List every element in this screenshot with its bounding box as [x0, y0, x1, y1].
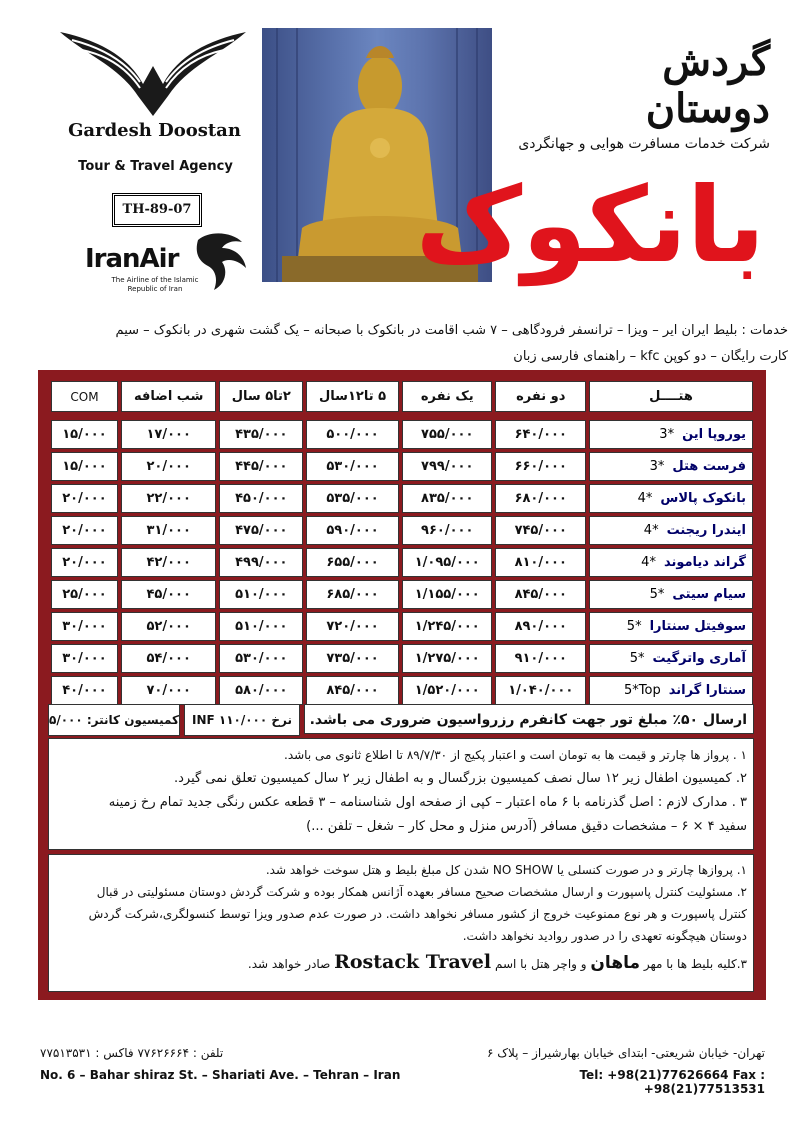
hotel-name: فرست هتل: [672, 459, 746, 474]
hotel-name-cell: [589, 484, 753, 513]
child-5-12-price: ۵۹۰/۰۰۰: [306, 516, 399, 545]
commission: ۱۵/۰۰۰: [51, 420, 118, 449]
hotel-name: ایندرا ریجنت: [666, 523, 746, 538]
child-2-5-price: ۵۱۰/۰۰۰: [219, 612, 303, 641]
double-price: ۶۴۰/۰۰۰: [495, 420, 586, 449]
child-5-12-price: ۵۳۵/۰۰۰: [306, 484, 399, 513]
term-4: سفید ۴ × ۶ – مشخصات دقیق مسافر (آدرس منزل و محل کار – شغل – تلفن ...): [306, 819, 747, 834]
commission: ۴۰/۰۰۰: [51, 676, 118, 705]
condition-5-pre: ۳.کلیه بلیط ها با مهر: [643, 957, 747, 971]
extra-night-price: ۵۴/۰۰۰: [121, 644, 216, 673]
hotel-name-cell: [589, 580, 753, 609]
child-2-5-price: ۴۴۵/۰۰۰: [219, 452, 303, 481]
commission: ۲۰/۰۰۰: [51, 516, 118, 545]
destination-title: بانکوک: [415, 164, 765, 286]
extra-night-price: ۲۲/۰۰۰: [121, 484, 216, 513]
child-2-5-price: ۴۵۰/۰۰۰: [219, 484, 303, 513]
double-price: ۱/۰۴۰/۰۰۰: [495, 676, 586, 705]
extra-night-price: ۳۱/۰۰۰: [121, 516, 216, 545]
airline-tagline: The Airline of the Islamic Republic of Iran: [111, 276, 199, 293]
header-child-5-12: ۵ تا۱۲سال: [306, 381, 399, 412]
hotel-name: سنتارا گراند: [668, 683, 746, 698]
mahan-airline: ماهان: [590, 953, 641, 973]
child-5-12-price: ۶۵۵/۰۰۰: [306, 548, 399, 577]
hotel-row: [51, 484, 753, 513]
double-price: ۹۱۰/۰۰۰: [495, 644, 586, 673]
company-wing-logo: [58, 26, 248, 118]
hotel-stars: 3*: [659, 427, 675, 442]
double-price: ۷۴۵/۰۰۰: [495, 516, 586, 545]
hotel-name-cell: [589, 612, 753, 641]
condition-5: [53, 951, 747, 975]
condition-1: ۱. پروازها چارتر و در صورت کنسلی یا NO SHOW شدن کل مبلغ بلیط و هتل سوخت خواهد شد.: [265, 863, 747, 877]
service-subtitle-fa: شرکت خدمات مسافرت هوایی و جهانگردی: [518, 136, 770, 152]
child-5-12-price: ۵۰۰/۰۰۰: [306, 420, 399, 449]
hotel-name: سیام سیتی: [672, 587, 746, 602]
hotel-row: [51, 612, 753, 641]
hotel-row: [51, 548, 753, 577]
commission: ۲۰/۰۰۰: [51, 548, 118, 577]
single-price: ۱/۱۵۵/۰۰۰: [402, 580, 493, 609]
counter-commission: کمیسیون کانتر: ۵/۰۰۰: [48, 704, 180, 736]
single-price: ۹۶۰/۰۰۰: [402, 516, 493, 545]
hotel-stars: 5*: [629, 651, 645, 666]
child-2-5-price: ۴۷۵/۰۰۰: [219, 516, 303, 545]
license-badge: TH-89-07: [112, 193, 202, 227]
single-price: ۱/۲۴۵/۰۰۰: [402, 612, 493, 641]
child-5-12-price: ۶۸۵/۰۰۰: [306, 580, 399, 609]
condition-2: ۲. مسئولیت کنترل پاسپورت و ارسال مشخصات صحیح مسافر بعهده آژانس همکار بوده و شرکت گردش دوستان مسئولیتی در قبال: [96, 885, 747, 899]
rostack-travel: Rostack Travel: [334, 951, 492, 973]
hotel-stars: 5*Top: [624, 683, 661, 698]
hotel-name: آماری واترگیت: [652, 651, 746, 666]
hotel-row: [51, 644, 753, 673]
iranair-homa-icon: [190, 230, 250, 292]
double-price: ۸۹۰/۰۰۰: [495, 612, 586, 641]
single-price: ۱/۲۷۵/۰۰۰: [402, 644, 493, 673]
term-3: ۳ . مدارک لازم : اصل گذرنامه با ۶ ماه اعتبار – کپی از صفحه اول شناسنامه – ۳ قطعه عکس رنگی جدید تمام رخ زمینه: [108, 795, 747, 810]
child-5-12-price: ۵۳۰/۰۰۰: [306, 452, 399, 481]
hotel-stars: 3*: [649, 459, 665, 474]
header-com: COM: [51, 381, 118, 412]
terms-box-2: [48, 854, 754, 992]
terms-box-1: [48, 738, 754, 850]
brand-title-fa: گردش دوستان: [645, 38, 770, 132]
extra-night-price: ۷۰/۰۰۰: [121, 676, 216, 705]
rates-header-row: [51, 381, 753, 412]
single-price: ۸۳۵/۰۰۰: [402, 484, 493, 513]
hotel-stars: 4*: [637, 491, 653, 506]
condition-5-mid: و واچر هتل با اسم: [494, 957, 587, 971]
header-single: یک نفره: [402, 381, 493, 412]
services-list: [20, 318, 788, 370]
extra-night-price: ۵۲/۰۰۰: [121, 612, 216, 641]
commission: ۲۵/۰۰۰: [51, 580, 118, 609]
double-price: ۶۸۰/۰۰۰: [495, 484, 586, 513]
hotel-row: [51, 516, 753, 545]
company-name: Gardesh Doostan: [68, 120, 241, 141]
term-2: ۲. کمیسیون اطفال زیر ۱۲ سال نصف کمیسیون بزرگسال و به اطفال زیر ۲ سال کمیسیون تعلق نمی گیرد.: [173, 771, 747, 786]
hotel-name-cell: [589, 644, 753, 673]
extra-night-price: ۴۲/۰۰۰: [121, 548, 216, 577]
single-price: ۷۹۹/۰۰۰: [402, 452, 493, 481]
header-child-2-5: ۲تا۵ سال: [219, 381, 303, 412]
child-2-5-price: ۵۳۰/۰۰۰: [219, 644, 303, 673]
hotel-stars: 5*: [649, 587, 665, 602]
airline-name: IranAir: [85, 244, 179, 274]
child-5-12-price: ۷۳۵/۰۰۰: [306, 644, 399, 673]
child-5-12-price: ۸۴۵/۰۰۰: [306, 676, 399, 705]
hotel-row: [51, 420, 753, 449]
double-price: ۸۱۰/۰۰۰: [495, 548, 586, 577]
footer-contact-en: Tel: +98(21)77626664 Fax : +98(21)77513531: [579, 1068, 765, 1096]
single-price: ۱/۰۹۵/۰۰۰: [402, 548, 493, 577]
extra-night-price: ۱۷/۰۰۰: [121, 420, 216, 449]
hotel-row: [51, 452, 753, 481]
footer-address-fa: تهران- خیابان شریعتی- ابتدای خیابان بهارشیراز – پلاک ۶: [486, 1046, 765, 1060]
commission: ۱۵/۰۰۰: [51, 452, 118, 481]
rates-table: [48, 378, 756, 708]
extra-night-price: ۲۰/۰۰۰: [121, 452, 216, 481]
child-2-5-price: ۴۹۹/۰۰۰: [219, 548, 303, 577]
commission: ۲۰/۰۰۰: [51, 484, 118, 513]
single-price: ۱/۵۲۰/۰۰۰: [402, 676, 493, 705]
hotel-stars: 4*: [641, 555, 656, 570]
child-5-12-price: ۷۲۰/۰۰۰: [306, 612, 399, 641]
hotel-name-cell: [589, 516, 753, 545]
commission: ۳۰/۰۰۰: [51, 612, 118, 641]
child-2-5-price: ۵۸۰/۰۰۰: [219, 676, 303, 705]
deposit-note: ارسال ۵۰٪ مبلغ تور جهت کانفرم رزرواسیون ضروری می باشد.: [304, 704, 754, 734]
hotel-name-cell: [589, 548, 753, 577]
child-2-5-price: ۵۱۰/۰۰۰: [219, 580, 303, 609]
footer-address-en: No. 6 – Bahar shiraz St. – Shariati Ave. – Tehran – Iran: [40, 1068, 401, 1082]
hotel-stars: 4*: [643, 523, 659, 538]
hotel-name: یوروپا این: [682, 427, 746, 442]
hotel-name-cell: [589, 676, 753, 705]
hotel-row: [51, 580, 753, 609]
condition-4: دوستان هیچگونه تعهدی را در صدور روادید نخواهد داشت.: [462, 929, 747, 943]
header-extra-night: شب اضافه: [121, 381, 216, 412]
extra-night-price: ۴۵/۰۰۰: [121, 580, 216, 609]
rates-panel: [38, 370, 766, 1000]
double-price: ۶۶۰/۰۰۰: [495, 452, 586, 481]
company-tagline: Tour & Travel Agency: [78, 159, 233, 174]
term-1: ۱ . پرواز ها چارتر و قیمت ها به تومان است و اعتبار پکیج از ۸۹/۷/۳۰ تا اطلاع ثانوی می باشد.: [284, 748, 747, 762]
commission: ۳۰/۰۰۰: [51, 644, 118, 673]
double-price: ۸۴۵/۰۰۰: [495, 580, 586, 609]
header-double: دو نفره: [495, 381, 586, 412]
hotel-name-cell: [589, 452, 753, 481]
hotel-name: بانکوک پالاس: [660, 491, 746, 506]
footer-phones-fa: تلفن : ۷۷۶۲۶۶۶۴ فاکس : ۷۷۵۱۳۵۳۱: [40, 1046, 224, 1060]
single-price: ۷۵۵/۰۰۰: [402, 420, 493, 449]
inf-rate: نرخ INF ۱۱۰/۰۰۰: [184, 704, 300, 736]
child-2-5-price: ۴۳۵/۰۰۰: [219, 420, 303, 449]
condition-3: کنترل پاسپورت و هر نوع ممنوعیت خروج از کشور مسافر نخواهد داشت. در صورت عدم صدور ویزا توسط کنسولگری،شرکت گردش: [88, 907, 747, 921]
hotel-name: گراند دیاموند: [663, 555, 746, 570]
services-line-1: خدمات : بلیط ایران ایر – ویزا – ترانسفر فرودگاهی – ۷ شب اقامت در بانکوک با صبحانه – یک گشت شهری در بانکوک – سیم: [115, 323, 788, 338]
hotel-name: سوفیتل سنتارا: [649, 619, 746, 634]
header-hotel: هتــــل: [589, 381, 753, 412]
hotel-row: [51, 676, 753, 705]
hotel-name-cell: [589, 420, 753, 449]
services-line-2: کارت رایگان – دو کوپن kfc – راهنمای فارسی زبان: [513, 349, 788, 364]
hotel-stars: 5*: [626, 619, 642, 634]
condition-5-post: صادر خواهد شد.: [247, 957, 331, 971]
